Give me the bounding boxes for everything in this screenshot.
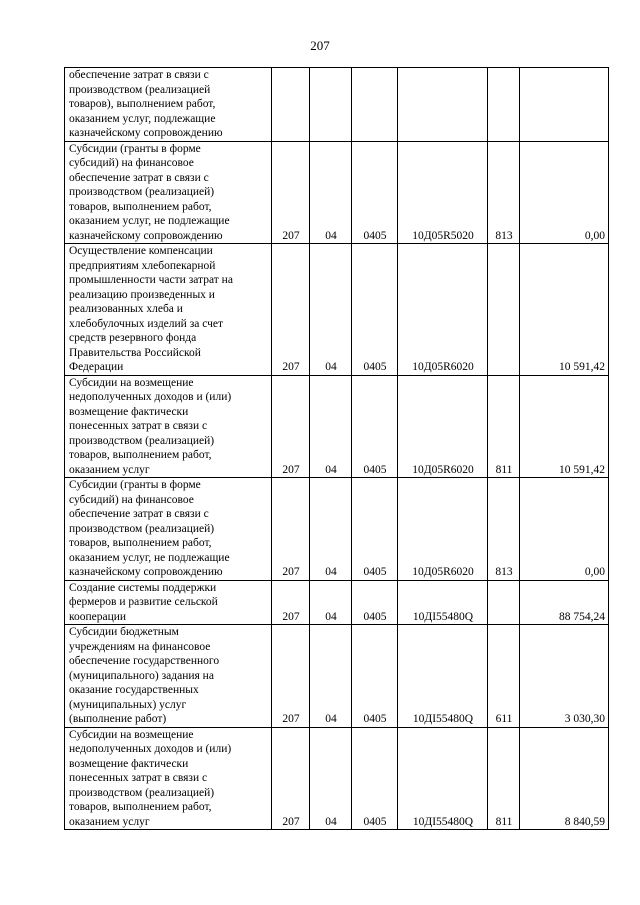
target-item-cell: 10Д05R6020 [398, 478, 488, 581]
table-row [65, 727, 609, 830]
sum-cell: 10 591,42 [520, 244, 609, 376]
row-name-cell [65, 727, 272, 830]
budget-table [64, 67, 609, 830]
subsection-cell: 0405 [352, 580, 398, 625]
sum-cell: 10 591,42 [520, 375, 609, 478]
admin-code-cell: 207 [272, 141, 310, 244]
section-cell: 04 [310, 141, 352, 244]
table-row [65, 625, 609, 728]
admin-code-cell: 207 [272, 375, 310, 478]
admin-code-cell: 207 [272, 727, 310, 830]
expense-type-cell [488, 68, 520, 142]
row-name: обеспечение затрат в связи с производством (реализацией товаров), выполнением работ, оказанием услуг, подлежащие казначейскому сопровождению [69, 69, 223, 139]
expense-type-cell [488, 244, 520, 376]
row-name: Субсидии (гранты в форме субсидий) на финансовое обеспечение затрат в связи с производством (реализацией) товаров, выполнением работ, оказанием услуг, не подлежащие казначейскому сопровождению [69, 142, 230, 242]
sum-cell: 3 030,30 [520, 625, 609, 728]
subsection-cell: 0405 [352, 375, 398, 478]
row-name-cell [65, 478, 272, 581]
target-item-cell: 10ДI55480Q [398, 727, 488, 830]
subsection-cell: 0405 [352, 625, 398, 728]
sum-cell [520, 68, 609, 142]
admin-code-cell: 207 [272, 478, 310, 581]
section-cell: 04 [310, 244, 352, 376]
row-name-cell [65, 141, 272, 244]
section-cell: 04 [310, 478, 352, 581]
row-name: Субсидии бюджетным учреждениям на финансовое обеспечение государственного (муниципального) задания на оказание государственных (муниципальных) услуг (выполнение работ) [69, 626, 220, 725]
row-name-cell [65, 580, 272, 625]
subsection-cell: 0405 [352, 478, 398, 581]
target-item-cell: 10ДI55480Q [398, 580, 488, 625]
subsection-cell [352, 68, 398, 142]
admin-code-cell [272, 68, 310, 142]
target-item-cell: 10Д05R5020 [398, 141, 488, 244]
table-row [65, 580, 609, 625]
table-row [65, 141, 609, 244]
sum-cell: 0,00 [520, 141, 609, 244]
subsection-cell: 0405 [352, 141, 398, 244]
target-item-cell [398, 68, 488, 142]
sum-cell: 0,00 [520, 478, 609, 581]
table-row [65, 375, 609, 478]
row-name-cell [65, 68, 272, 142]
row-name: Осуществление компенсации предприятиям хлебопекарной промышленности части затрат на реализацию произведенных и реализованных хлеба и хлебобулочных изделий за счет средств резервного фонда Правительства Российской Федерации [69, 245, 233, 373]
expense-type-cell [488, 580, 520, 625]
subsection-cell: 0405 [352, 244, 398, 376]
row-name-cell [65, 375, 272, 478]
target-item-cell: 10ДI55480Q [398, 625, 488, 728]
table-row [65, 478, 609, 581]
expense-type-cell: 611 [488, 625, 520, 728]
table-row [65, 244, 609, 376]
section-cell: 04 [310, 727, 352, 830]
section-cell: 04 [310, 375, 352, 478]
subsection-cell: 0405 [352, 727, 398, 830]
row-name: Субсидии на возмещение недополученных доходов и (или) возмещение фактически понесенных затрат в связи с производством (реализацией) товаров, выполнением работ, оказанием услуг [69, 376, 232, 476]
row-name: Субсидии на возмещение недополученных доходов и (или) возмещение фактически понесенных затрат в связи с производством (реализацией) товаров, выполнением работ, оказанием услуг [69, 728, 232, 828]
row-name-cell [65, 244, 272, 376]
target-item-cell: 10Д05R6020 [398, 375, 488, 478]
expense-type-cell: 813 [488, 141, 520, 244]
section-cell: 04 [310, 625, 352, 728]
sum-cell: 8 840,59 [520, 727, 609, 830]
section-cell [310, 68, 352, 142]
table-row [65, 68, 609, 142]
sum-cell: 88 754,24 [520, 580, 609, 625]
page-number: 207 [310, 38, 330, 53]
row-name-cell [65, 625, 272, 728]
row-name: Создание системы поддержки фермеров и развитие сельской кооперации [69, 581, 218, 623]
admin-code-cell: 207 [272, 580, 310, 625]
expense-type-cell: 811 [488, 727, 520, 830]
expense-type-cell: 813 [488, 478, 520, 581]
admin-code-cell: 207 [272, 625, 310, 728]
admin-code-cell: 207 [272, 244, 310, 376]
row-name: Субсидии (гранты в форме субсидий) на финансовое обеспечение затрат в связи с производством (реализацией) товаров, выполнением работ, оказанием услуг, не подлежащие казначейскому сопровождению [69, 479, 230, 578]
section-cell: 04 [310, 580, 352, 625]
expense-type-cell: 811 [488, 375, 520, 478]
target-item-cell: 10Д05R6020 [398, 244, 488, 376]
